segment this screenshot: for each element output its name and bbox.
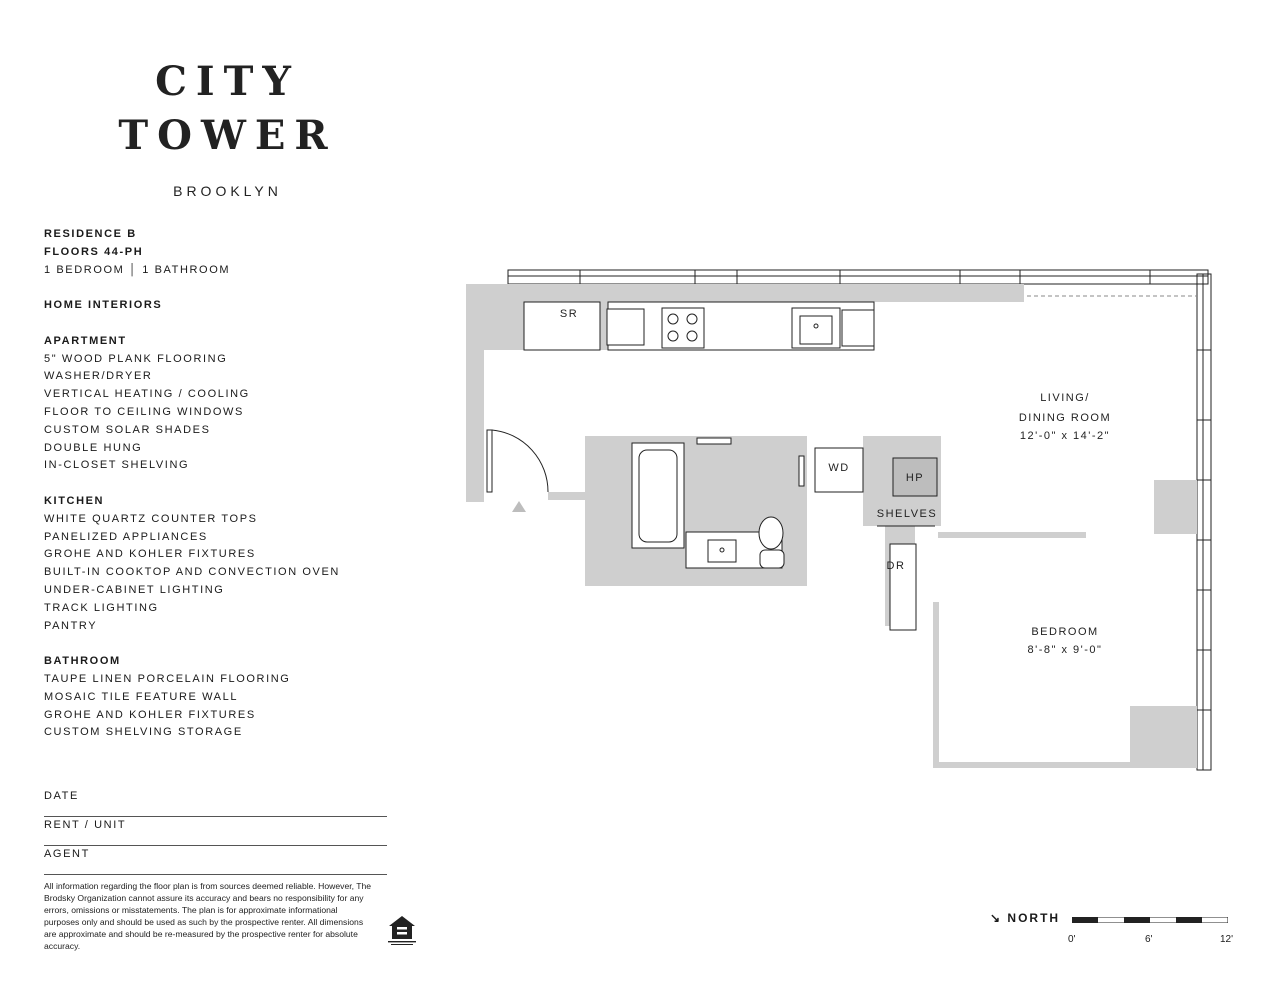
logo-subtitle: BROOKLYN <box>173 183 282 199</box>
washer-dryer-label: WD <box>828 462 850 474</box>
list-item: WASHER/DRYER <box>44 370 153 383</box>
bedroom-dimensions: 8'-8" x 9'-0" <box>1027 644 1103 656</box>
list-item: GROHE AND KOHLER FIXTURES <box>44 708 256 721</box>
living-room-label-1: LIVING/ <box>1040 392 1090 404</box>
list-item: TAUPE LINEN PORCELAIN FLOORING <box>44 672 291 685</box>
living-room-dimensions: 12'-0" x 14'-2" <box>1019 430 1111 442</box>
residence-floors: FLOORS 44-PH <box>44 245 144 258</box>
residence-name: RESIDENCE B <box>44 228 137 240</box>
logo-line-1: CITY <box>155 58 300 105</box>
list-item: UNDER-CABINET LIGHTING <box>44 583 225 596</box>
north-label: NORTH <box>1007 911 1061 925</box>
equal-housing-icon <box>386 912 418 946</box>
top-window-wall <box>508 270 1208 284</box>
list-item: CUSTOM SOLAR SHADES <box>44 423 211 436</box>
list-item: WHITE QUARTZ COUNTER TOPS <box>44 512 258 525</box>
specifications <box>44 226 404 742</box>
rent-unit-field[interactable] <box>44 817 387 846</box>
north-indicator <box>990 911 1060 925</box>
residence-rooms: 1 BEDROOM │ 1 BATHROOM <box>44 263 231 276</box>
list-item: TRACK LIGHTING <box>44 601 159 614</box>
list-item: BUILT-IN COOKTOP AND CONVECTION OVEN <box>44 566 340 579</box>
right-window-wall <box>1197 274 1211 770</box>
list-item: GROHE AND KOHLER FIXTURES <box>44 548 256 561</box>
scale-bar <box>1072 917 1228 923</box>
list-item: MOSAIC TILE FEATURE WALL <box>44 690 239 703</box>
list-item: CUSTOM SHELVING STORAGE <box>44 726 243 739</box>
date-field[interactable] <box>44 788 387 817</box>
list-item: 5" WOOD PLANK FLOORING <box>44 352 228 365</box>
bedroom-label: BEDROOM <box>1031 626 1099 638</box>
scale-label-0: 0' <box>1068 934 1076 945</box>
section-title-apartment: APARTMENT <box>44 334 127 347</box>
floor-plan-drawing <box>440 260 1240 780</box>
list-item: PANELIZED APPLIANCES <box>44 530 208 543</box>
section-title-kitchen: KITCHEN <box>44 494 105 507</box>
legal-disclaimer: All information regarding the floor plan is from sources deemed reliable. However, The Brodsky Organization cannot assure its accuracy and bears no responsibility for any errors, omissions or misstatements. The plan is for approximate informational purposes only and should be used as such by the prospective renter. All dimensions are approximate and should be re-measured by the prospective renter for absolute accuracy. <box>44 881 372 951</box>
scale-label-12: 12' <box>1220 934 1234 945</box>
list-item: DOUBLE HUNG <box>44 441 143 454</box>
storage-room-label: SR <box>559 308 579 320</box>
list-item: IN-CLOSET SHELVING <box>44 459 190 472</box>
agent-label: AGENT <box>44 848 90 860</box>
dresser-label: DR <box>886 560 906 572</box>
shelves-label: SHELVES <box>876 508 938 520</box>
list-item: VERTICAL HEATING / COOLING <box>44 388 250 401</box>
floor-plan <box>440 260 1240 780</box>
rent-unit-label: RENT / UNIT <box>44 819 127 831</box>
entry-marker <box>512 501 526 512</box>
entry-door <box>487 430 548 492</box>
living-room-label-2: DINING ROOM <box>1018 412 1112 424</box>
north-arrow-icon: ↘ <box>990 911 1003 925</box>
section-title-bathroom: BATHROOM <box>44 655 121 668</box>
walls <box>466 284 1197 768</box>
logo-line-2: TOWER <box>118 112 337 159</box>
list-item: FLOOR TO CEILING WINDOWS <box>44 405 244 418</box>
date-label: DATE <box>44 790 79 802</box>
home-interiors-heading: HOME INTERIORS <box>44 299 163 312</box>
scale-label-6: 6' <box>1145 934 1153 945</box>
list-item: PANTRY <box>44 619 98 632</box>
heat-pump-label: HP <box>905 472 925 484</box>
agent-field[interactable] <box>44 846 387 875</box>
city-tower-logo <box>105 55 350 199</box>
signup-form <box>44 788 387 875</box>
